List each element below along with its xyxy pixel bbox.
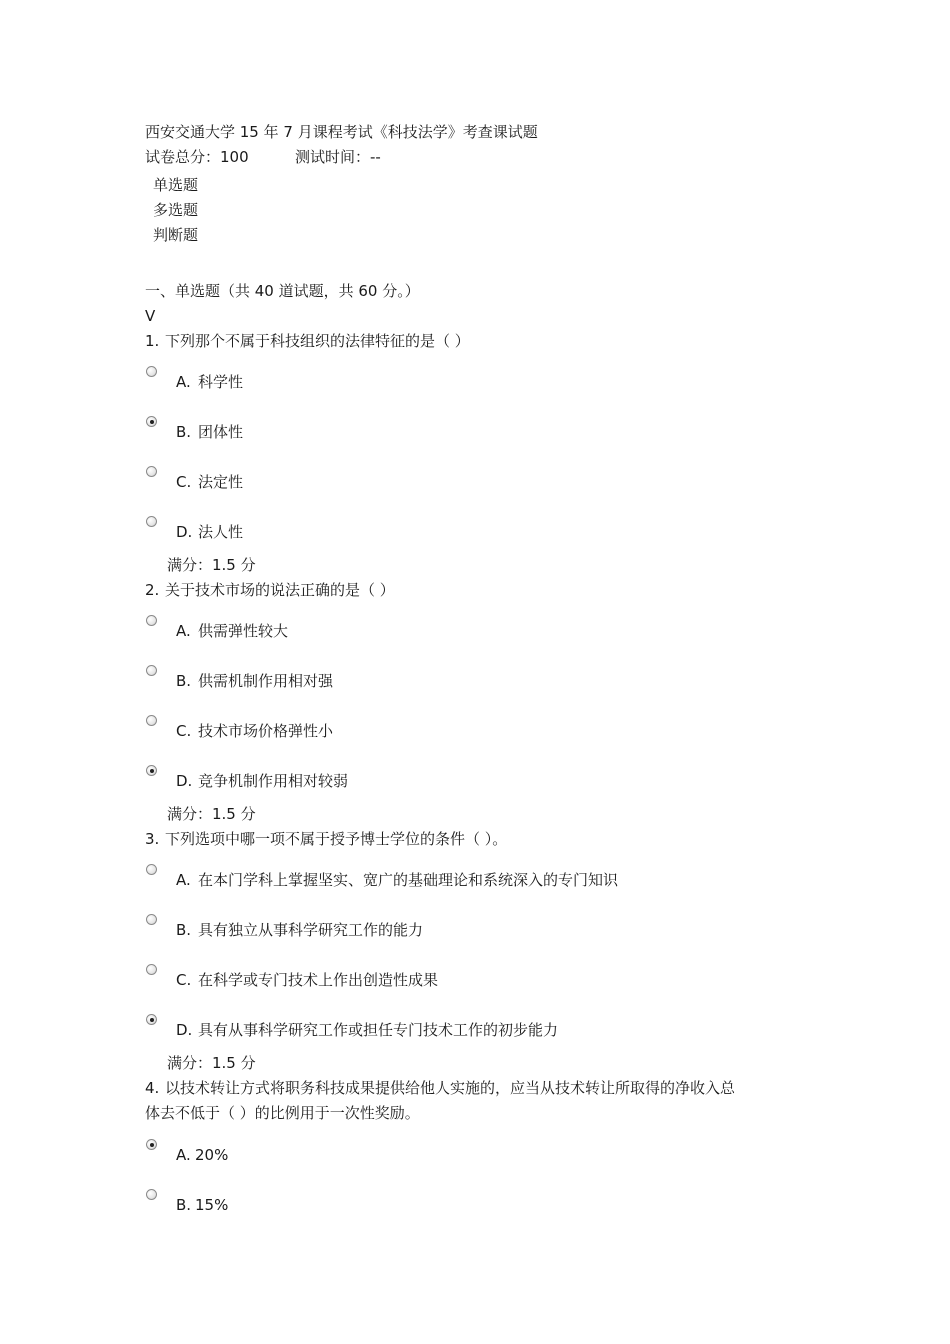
option-text: 20% xyxy=(195,1146,229,1164)
radio-q1-c[interactable] xyxy=(146,466,157,477)
question-text: 下列那个不属于科技组织的法律特征的是（ ） xyxy=(165,332,470,350)
option-text: 法人性 xyxy=(198,523,244,541)
option-label: A. xyxy=(176,1146,191,1164)
radio-q2-a[interactable] xyxy=(146,615,157,626)
option-label: D. xyxy=(176,772,193,790)
option-text: 在科学或专门技术上作出创造性成果 xyxy=(198,971,439,989)
radio-q3-c[interactable] xyxy=(146,964,157,975)
question-text-continued: 体去不低于（ ）的比例用于一次性奖励。 xyxy=(145,1104,420,1122)
question-number: 3. xyxy=(145,830,160,848)
option-label: A. xyxy=(176,871,191,889)
option-label: C. xyxy=(176,473,192,491)
question-score: 满分：1.5 分 xyxy=(167,805,256,823)
nav-true-false[interactable]: 判断题 xyxy=(153,226,199,244)
option-text: 科学性 xyxy=(198,373,244,391)
option-text: 团体性 xyxy=(198,423,244,441)
option-label: A. xyxy=(176,373,191,391)
option-label: A. xyxy=(176,622,191,640)
radio-q4-b[interactable] xyxy=(146,1189,157,1200)
radio-q3-b[interactable] xyxy=(146,914,157,925)
option-text: 供需机制作用相对强 xyxy=(198,672,334,690)
nav-single-choice[interactable]: 单选题 xyxy=(153,176,199,194)
question-number: 2. xyxy=(145,581,160,599)
option-label: D. xyxy=(176,1021,193,1039)
option-label: B. xyxy=(176,423,192,441)
option-text: 15% xyxy=(195,1196,229,1214)
radio-q2-b[interactable] xyxy=(146,665,157,676)
test-time: 测试时间：-- xyxy=(295,148,381,166)
option-label: B. xyxy=(176,672,192,690)
option-label: C. xyxy=(176,971,192,989)
question-score: 满分：1.5 分 xyxy=(167,1054,256,1072)
radio-q2-c[interactable] xyxy=(146,715,157,726)
question-number: 4. xyxy=(145,1079,160,1097)
option-text: 竞争机制作用相对较弱 xyxy=(198,772,349,790)
option-text: 具有独立从事科学研究工作的能力 xyxy=(198,921,424,939)
page-title: 西安交通大学 15 年 7 月课程考试《科技法学》考查课试题 xyxy=(145,123,538,141)
question-score: 满分：1.5 分 xyxy=(167,556,256,574)
section-marker: V xyxy=(145,307,156,325)
option-label: B. xyxy=(176,1196,192,1214)
option-label: D. xyxy=(176,523,193,541)
radio-q1-a[interactable] xyxy=(146,366,157,377)
radio-q3-a[interactable] xyxy=(146,864,157,875)
option-label: B. xyxy=(176,921,192,939)
question-text: 以技术转让方式将职务科技成果提供给他人实施的，应当从技术转让所取得的净收入总 xyxy=(165,1079,736,1097)
nav-multi-choice[interactable]: 多选题 xyxy=(153,201,199,219)
question-text: 下列选项中哪一项不属于授予博士学位的条件（ ）。 xyxy=(165,830,508,848)
question-number: 1. xyxy=(145,332,160,350)
section-heading: 一、单选题（共 40 道试题，共 60 分。） xyxy=(145,282,420,300)
total-score: 试卷总分：100 xyxy=(145,148,249,166)
question-text: 关于技术市场的说法正确的是（ ） xyxy=(165,581,395,599)
radio-q3-d[interactable] xyxy=(146,1014,157,1025)
radio-q4-a[interactable] xyxy=(146,1139,157,1150)
option-text: 技术市场价格弹性小 xyxy=(198,722,334,740)
radio-q1-b[interactable] xyxy=(146,416,157,427)
radio-q2-d[interactable] xyxy=(146,765,157,776)
option-label: C. xyxy=(176,722,192,740)
option-text: 在本门学科上掌握坚实、宽广的基础理论和系统深入的专门知识 xyxy=(198,871,619,889)
option-text: 法定性 xyxy=(198,473,244,491)
radio-q1-d[interactable] xyxy=(146,516,157,527)
option-text: 供需弹性较大 xyxy=(198,622,289,640)
option-text: 具有从事科学研究工作或担任专门技术工作的初步能力 xyxy=(198,1021,559,1039)
